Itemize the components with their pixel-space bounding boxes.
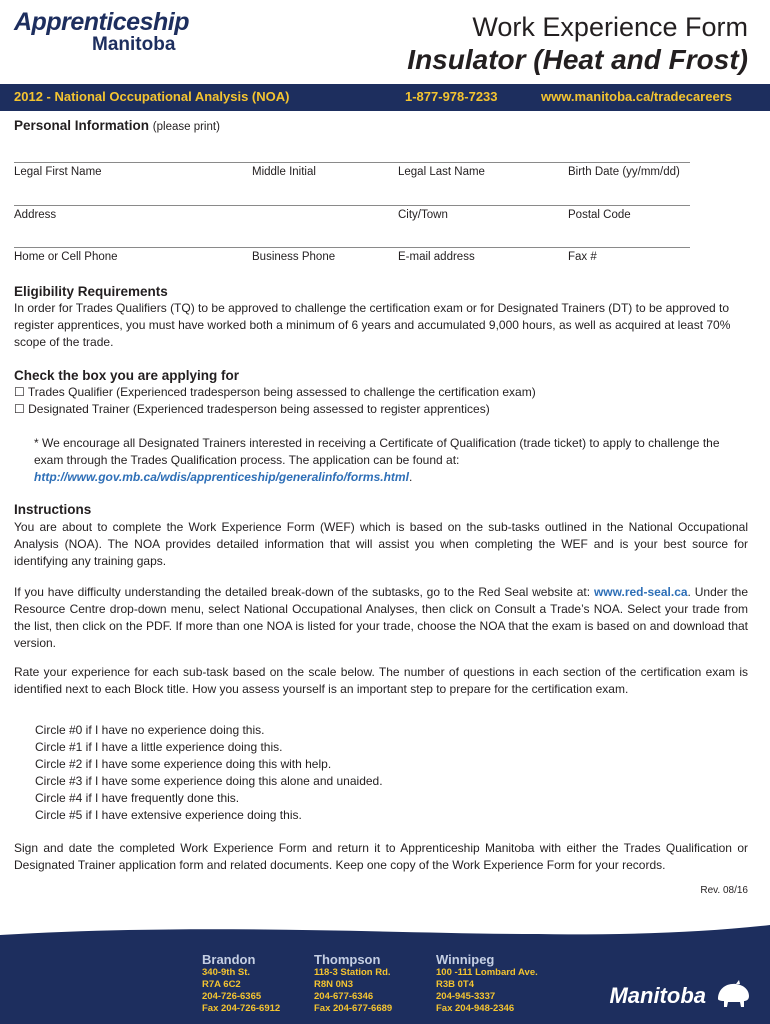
apprenticeship-logo-line1: Apprenticeship xyxy=(14,8,189,36)
office-fax: Fax 204-726-6912 xyxy=(202,1003,281,1014)
office-postal: R8N 0N3 xyxy=(314,979,354,990)
red-seal-link[interactable]: www.red-seal.ca xyxy=(593,585,688,599)
instructions-p2 xyxy=(14,584,748,652)
manitoba-logo: Manitoba xyxy=(609,983,706,1008)
checkbox-trades-qualifier[interactable]: ☐ xyxy=(14,385,25,399)
rating-scale-item: Circle #2 if I have some experience doing this with help. xyxy=(35,757,332,771)
postal-code-label: Postal Code xyxy=(568,209,631,221)
option-trades-qualifier-label: Trades Qualifier (Experienced tradesperson being assessed to challenge the certification exam) xyxy=(27,385,536,399)
office-phone: 204-677-6346 xyxy=(314,991,374,1002)
rating-scale-item: Circle #0 if I have no experience doing this. xyxy=(35,723,265,737)
revision-label: Rev. 08/16 xyxy=(700,885,748,896)
instructions-p2-before: If you have difficulty understanding the detailed break-down of the subtasks, go to the Red Seal website at: xyxy=(14,585,594,599)
office-address: 118-3 Station Rd. xyxy=(314,967,391,978)
office-address: 340-9th St. xyxy=(202,967,251,978)
middle-initial-label: Middle Initial xyxy=(252,166,316,178)
rating-scale-item: Circle #3 if I have some experience doing this alone and unaided. xyxy=(35,774,383,788)
page-title: Work Experience Form xyxy=(472,12,748,42)
office-phone: 204-726-6365 xyxy=(202,991,262,1002)
eligibility-text: In order for Trades Qualifiers (TQ) to be approved to challenge the certification exam or for Designated Trainers (DT) to be approved to register apprentices, you must have worked both a minimum of 6 years and accumulated 9,000 hours, as well as acquired at least 70% scope of the trade. xyxy=(14,301,731,349)
rating-scale-item: Circle #5 if I have extensive experience doing this. xyxy=(35,808,302,822)
instructions-p2-after: . Under the Resource Centre drop-down menu, select National Occupational Analyses, then click on Consult a Trade’s NOA. Select your trade from the list, then click on the PDF. If more than one NOA is listed for your trade, choose the NOA that the exam is based on and download that version. xyxy=(14,585,749,650)
office-city: Thompson xyxy=(314,952,381,967)
website-link[interactable]: www.manitoba.ca/tradecareers xyxy=(541,89,732,104)
bison-icon xyxy=(714,979,752,1011)
apprenticeship-logo-line2: Manitoba xyxy=(92,34,176,55)
instructions-p3: Rate your experience for each sub-task based on the scale below. The number of questions in each section of the certification exam is identified next to each Block title. How you assess yourself is an important step to prepare for the certification exam. xyxy=(14,665,748,696)
office-city: Brandon xyxy=(202,952,256,967)
info-banner xyxy=(0,84,770,111)
option-designated-trainer[interactable] xyxy=(14,401,490,418)
office-phone: 204-945-3337 xyxy=(436,991,496,1002)
city-town-label: City/Town xyxy=(398,209,448,221)
checkbox-designated-trainer[interactable]: ☐ xyxy=(14,402,25,416)
footer-wave-decoration xyxy=(0,915,770,955)
instructions-heading: Instructions xyxy=(14,502,92,517)
note-end: . xyxy=(408,470,413,484)
office-city: Winnipeg xyxy=(436,952,495,967)
office-fax: Fax 204-948-2346 xyxy=(436,1003,515,1014)
home-phone-label: Home or Cell Phone xyxy=(14,251,118,263)
noa-label: 2012 - National Occupational Analysis (NOA) xyxy=(14,89,290,104)
eligibility-heading: Eligibility Requirements xyxy=(14,284,168,299)
rating-scale-item: Circle #1 if I have a little experience doing this. xyxy=(35,740,283,754)
legal-last-name-label: Legal Last Name xyxy=(398,166,485,178)
personal-info-heading-text: Personal Information xyxy=(14,118,150,133)
office-brandon xyxy=(202,952,280,1015)
address-label: Address xyxy=(14,209,57,221)
option-trades-qualifier[interactable] xyxy=(14,384,536,401)
field-line-row2[interactable] xyxy=(14,205,690,206)
birth-date-label: Birth Date (yy/mm/dd) xyxy=(568,166,680,178)
office-fax: Fax 204-677-6689 xyxy=(314,1003,393,1014)
email-label: E-mail address xyxy=(398,251,475,263)
personal-info-heading xyxy=(14,118,220,133)
note-text: We encourage all Designated Trainers interested in receiving a Certificate of Qualification (trade ticket) to apply to challenge the exam through the Trades Qualification process. The application can be found at: xyxy=(34,436,720,467)
personal-info-note: (please print) xyxy=(152,121,220,133)
field-line-row1[interactable] xyxy=(14,162,690,163)
footer xyxy=(0,915,770,1024)
phone-number: 1-877-978-7233 xyxy=(405,89,498,104)
rating-scale-item: Circle #4 if I have frequently done this. xyxy=(35,791,240,805)
page-subtitle: Insulator (Heat and Frost) xyxy=(407,44,748,75)
fax-label: Fax # xyxy=(568,251,597,263)
note-asterisk: * xyxy=(34,436,39,450)
instructions-p4: Sign and date the completed Work Experience Form and return it to Apprenticeship Manitoba with either the Trades Qualification or Designated Trainer application form and related documents. Keep one copy of the Work Experience Form for your records. xyxy=(14,841,748,872)
business-phone-label: Business Phone xyxy=(252,251,336,263)
office-postal: R3B 0T4 xyxy=(436,979,475,990)
office-winnipeg xyxy=(436,952,538,1015)
office-thompson xyxy=(314,952,392,1015)
office-postal: R7A 6C2 xyxy=(202,979,241,990)
rating-scale-list xyxy=(35,722,383,824)
designated-trainer-note xyxy=(34,435,746,486)
forms-link[interactable]: http://www.gov.mb.ca/wdis/apprenticeship/generalinfo/forms.html xyxy=(34,470,409,484)
office-address: 100 -111 Lombard Ave. xyxy=(436,967,538,978)
field-line-row3[interactable] xyxy=(14,247,690,248)
instructions-p1: You are about to complete the Work Experience Form (WEF) which is based on the sub-tasks outlined in the National Occupational Analysis (NOA). The NOA provides detailed information that will assist you when completing the WEF and is your best source for identifying any training gaps. xyxy=(14,520,748,568)
option-designated-trainer-label: Designated Trainer (Experienced tradesperson being assessed to register apprentices) xyxy=(28,402,490,416)
legal-first-name-label: Legal First Name xyxy=(14,166,102,178)
apply-heading: Check the box you are applying for xyxy=(14,368,240,383)
